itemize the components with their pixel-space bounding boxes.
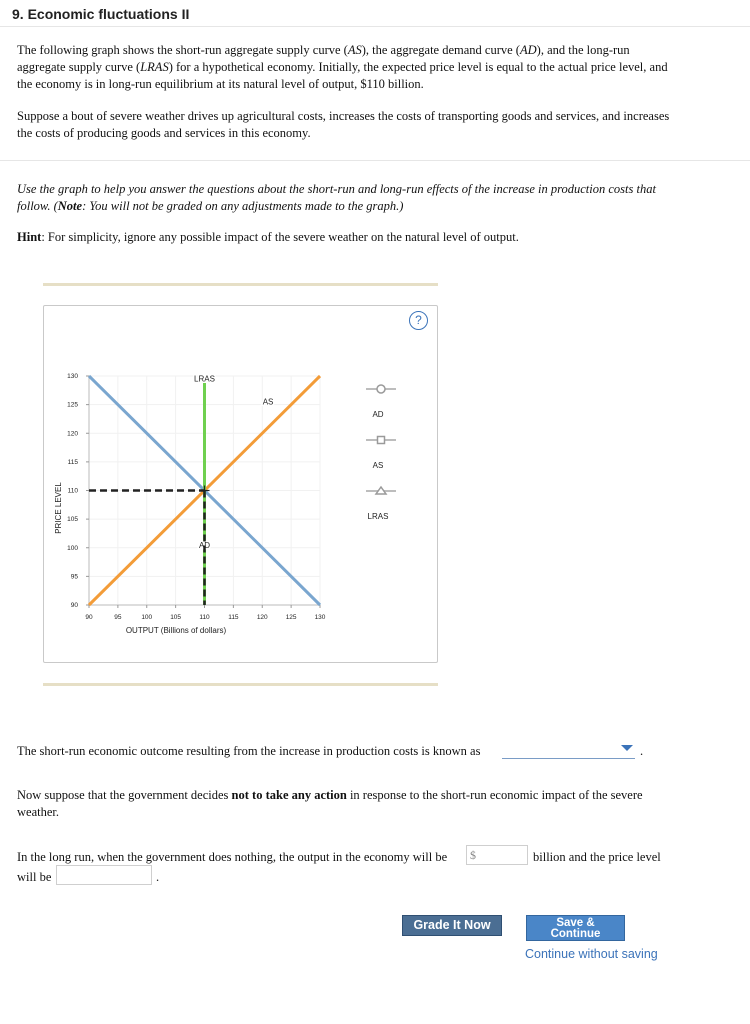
intro-paragraph: The following graph shows the short-run aggregate supply curve (AS), the aggregate demand curve (AD), and the long-run aggregate supply curve (LRAS) for a hypothetical economy. Initially, the expected price level is equal to the actual price level, and the economy is in long-run equilibrium at its natural level of output, $110 billion. — [17, 43, 668, 91]
q1-period: . — [640, 744, 644, 758]
x-tick-label: 125 — [285, 614, 297, 621]
x-tick-label: 115 — [228, 614, 239, 621]
q3-text-c: will be — [17, 870, 52, 884]
curve-label-ad: AD — [198, 540, 211, 550]
curve-label-lras: LRAS — [194, 374, 215, 384]
outcome-dropdown[interactable] — [502, 742, 635, 759]
chevron-down-icon — [621, 745, 633, 751]
y-tick-label: 120 — [67, 430, 78, 438]
long-run-output-input[interactable] — [466, 845, 528, 865]
y-tick-label: 115 — [67, 458, 78, 466]
square-icon — [378, 437, 385, 444]
q1-text: The short-run economic outcome resulting from the increase in production costs is known as — [17, 744, 481, 758]
x-tick-label: 105 — [170, 614, 182, 621]
legend-label-as: AS — [372, 461, 384, 470]
curve-label-as: AS — [262, 397, 274, 407]
y-tick-label: 90 — [70, 602, 78, 609]
x-tick-label: 90 — [85, 614, 93, 621]
y-tick-label: 105 — [67, 516, 78, 524]
y-tick-label: 95 — [70, 573, 78, 581]
y-tick-label: 100 — [67, 544, 78, 552]
instruction-paragraph: Use the graph to help you answer the questions about the short-run and long-run effects of the increase in production costs that follow. (Note: You will not be graded on any adjustments made to the graph.) — [17, 182, 656, 213]
question-title: 9. Economic fluctuations II — [12, 6, 190, 22]
x-tick-label: 95 — [114, 614, 122, 621]
graph-bottom-bar — [43, 683, 438, 686]
x-axis-label: OUTPUT (Billions of dollars) — [125, 626, 227, 635]
y-tick-label: 130 — [67, 373, 78, 380]
q2-text: Now suppose that the government decides not to take any action in response to the short-run economic impact of the severe weather. — [17, 788, 643, 819]
y-axis-label: PRICE LEVEL — [54, 482, 63, 534]
save-label-line2: Continue — [550, 928, 601, 940]
save-continue-button[interactable] — [526, 915, 625, 941]
continue-without-saving-link[interactable]: Continue without saving — [525, 947, 658, 961]
currency-prefix: $ — [470, 848, 476, 862]
legend-label-lras: LRAS — [367, 512, 389, 521]
x-tick-label: 120 — [256, 614, 268, 621]
legend-label-ad: AD — [372, 410, 384, 419]
q3-period: . — [156, 870, 160, 884]
grade-it-now-button[interactable]: Grade It Now — [402, 915, 502, 936]
x-tick-label: 110 — [199, 614, 210, 621]
y-tick-label: 125 — [67, 401, 78, 409]
circle-icon — [377, 385, 385, 393]
x-tick-label: 100 — [141, 614, 153, 621]
scenario-paragraph: Suppose a bout of severe weather drives up agricultural costs, increases the costs of transporting goods and services, and increases the costs of producing goods and services in this economy. — [17, 109, 670, 140]
hint-paragraph: Hint: For simplicity, ignore any possible impact of the severe weather on the natural level of output. — [17, 230, 519, 244]
x-tick-label: 130 — [314, 614, 326, 621]
help-icon[interactable]: ? — [409, 311, 428, 330]
q3-text-b: billion and the price level — [533, 850, 661, 864]
q3-text-a: In the long run, when the government does nothing, the output in the economy will be — [17, 850, 448, 864]
chart-legend — [366, 385, 396, 521]
save-label-line1: Save & — [556, 917, 595, 929]
y-tick-label: 110 — [67, 487, 78, 495]
long-run-price-input[interactable] — [56, 865, 152, 885]
